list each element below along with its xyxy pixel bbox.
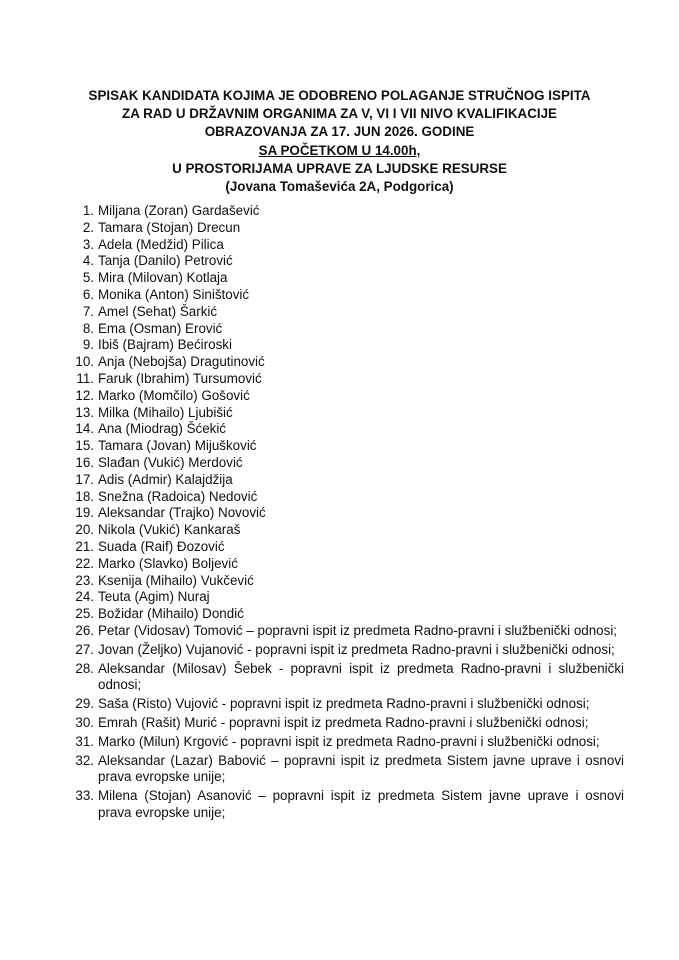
list-item [0,220,679,237]
list-item [0,505,679,522]
list-item-number: 6. [82,286,94,302]
list-item [0,237,679,254]
header-start-time: SA POČETKOM U 14.00h, [258,142,421,158]
list-item [0,472,679,489]
list-item-number: 23. [75,572,94,588]
list-item-text: Nikola (Vukić) Kankaraš [98,522,241,538]
list-item [0,556,679,573]
list-item-number: 3. [82,236,94,252]
list-item [0,270,679,287]
list-item-number: 22. [75,555,94,571]
list-item-text: Anja (Nebojša) Dragutinović [98,354,265,370]
list-item-number: 14. [75,421,94,437]
list-item-text: Božidar (Mihailo) Dondić [98,606,244,622]
header-line: ZA RAD U DRŽAVNIM ORGANIMA ZA V, VI I VII NIVO KVALIFIKACIJE [122,106,557,122]
list-item [0,623,679,640]
list-item-number: 26. [75,622,94,638]
list-item-text: Miljana (Zoran) Gardašević [98,203,260,218]
list-item [0,753,679,787]
list-item-text: Ibiš (Bajram) Bećiroski [98,337,232,353]
list-item [0,253,679,270]
list-item [0,438,679,455]
list-item-number: 11. [76,370,94,386]
list-item-text: Petar (Vidosav) Tomović – popravni ispit iz predmeta Radno-pravni i službenički odnosi; [98,622,618,638]
list-item [0,696,679,713]
list-item-text: Emrah (Rašit) Murić - popravni ispit iz predmeta Radno-pravni i službenički odnosi; [98,714,589,730]
list-item-number: 29. [75,696,94,712]
list-item-number: 19. [75,505,94,521]
list-item-number: 25. [75,606,94,622]
list-item-text: Monika (Anton) Siništović [98,286,250,302]
list-item-number: 28. [75,660,94,676]
list-item-number: 16. [75,454,94,470]
list-item-text: Suada (Raif) Đozović [98,538,225,554]
header-line: OBRAZOVANJA ZA 17. JUN 2026. GODINE [204,124,475,140]
list-item-text: Milena (Stojan) Asanović – popravni ispit iz predmeta Sistem javne uprave i osnovi prava evropske unije; [98,788,624,820]
list-item [0,287,679,304]
list-item [0,455,679,472]
list-item [0,421,679,438]
list-item-text: Snežna (Radoica) Nedović [98,488,258,504]
list-item [0,715,679,732]
list-item [0,388,679,405]
header-address: (Jovana Tomaševića 2A, Podgorica) [225,179,454,195]
list-item [0,304,679,321]
list-item-text: Saša (Risto) Vujović - popravni ispit iz predmeta Radno-pravni i službenički odnosi; [98,696,590,712]
list-item [0,489,679,506]
list-item-text: Marko (Milun) Krgović - popravni ispit iz predmeta Radno-pravni i službenički odnosi; [98,733,600,749]
list-item [0,573,679,590]
list-item-number: 12. [75,387,94,403]
list-item [0,522,679,539]
list-item-number: 9. [82,337,94,353]
candidate-list [0,203,679,824]
list-item-number: 33. [75,788,94,804]
list-item [0,606,679,623]
list-item [0,734,679,751]
header-location: U PROSTORIJAMA UPRAVE ZA LJUDSKE RESURSE [172,160,507,176]
list-item-text: Aleksandar (Milosav) Šebek - popravni ispit iz predmeta Radno-pravni i službenički odnosi; [98,660,624,693]
list-item [0,661,679,695]
list-item-number: 31. [75,733,94,749]
list-item-text: Adela (Medžid) Pilica [98,236,224,252]
list-item-number: 30. [75,714,94,730]
list-item [0,203,679,220]
header-line: SPISAK KANDIDATA KOJIMA JE ODOBRENO POLAGANJE STRUČNOG ISPITA [88,88,591,103]
list-item-text: Slađan (Vukić) Merdović [98,454,243,470]
list-item-text: Adis (Admir) Kalajdžija [98,471,233,487]
list-item-number: 15. [75,438,94,454]
list-item-number: 27. [75,641,94,657]
list-item-text: Jovan (Željko) Vujanović - popravni ispit iz predmeta Radno-pravni i službenički odnosi; [98,641,615,657]
list-item [0,371,679,388]
list-item-number: 2. [82,219,94,235]
list-item-text: Tamara (Stojan) Drecun [98,219,241,235]
list-item [0,337,679,354]
list-item-number: 32. [75,752,94,768]
list-item-text: Aleksandar (Lazar) Babović – popravni ispit iz predmeta Sistem javne uprave i osnovi prava evropske unije; [98,752,624,785]
list-item [0,405,679,422]
list-item [0,788,679,822]
list-item-text: Mira (Milovan) Kotlaja [98,270,228,286]
list-item-text: Teuta (Agim) Nuraj [98,589,210,605]
list-item-text: Tamara (Jovan) Mijušković [98,438,257,454]
list-item-number: 10. [75,354,94,370]
list-item-text: Amel (Sehat) Šarkić [98,303,218,319]
list-item-number: 13. [75,404,94,420]
list-item-text: Aleksandar (Trajko) Novović [98,505,266,521]
list-item-text: Ema (Osman) Erović [98,320,223,336]
document-header [30,87,649,196]
list-item-number: 17. [75,471,94,487]
list-item-number: 4. [82,253,94,269]
list-item-text: Faruk (Ibrahim) Tursumović [98,370,262,386]
list-item [0,354,679,371]
list-item-number: 24. [75,589,94,605]
list-item [0,321,679,338]
list-item [0,642,679,659]
list-item-text: Milka (Mihailo) Ljubišić [98,404,233,420]
list-item-text: Marko (Momčilo) Gošović [98,387,250,403]
list-item-text: Ksenija (Mihailo) Vukčević [98,572,254,588]
list-item-number: 20. [75,522,94,538]
list-item-number: 21. [75,538,94,554]
list-item [0,539,679,556]
list-item [0,589,679,606]
list-item-number: 5. [82,270,94,286]
list-item-text: Tanja (Danilo) Petrović [98,253,233,269]
list-item-number: 1. [82,203,94,218]
list-item-text: Marko (Slavko) Boljević [98,555,238,571]
list-item-number: 8. [82,320,94,336]
list-item-text: Ana (Miodrag) Šćekić [98,421,227,437]
list-item-number: 7. [82,303,94,319]
list-item-number: 18. [75,488,94,504]
